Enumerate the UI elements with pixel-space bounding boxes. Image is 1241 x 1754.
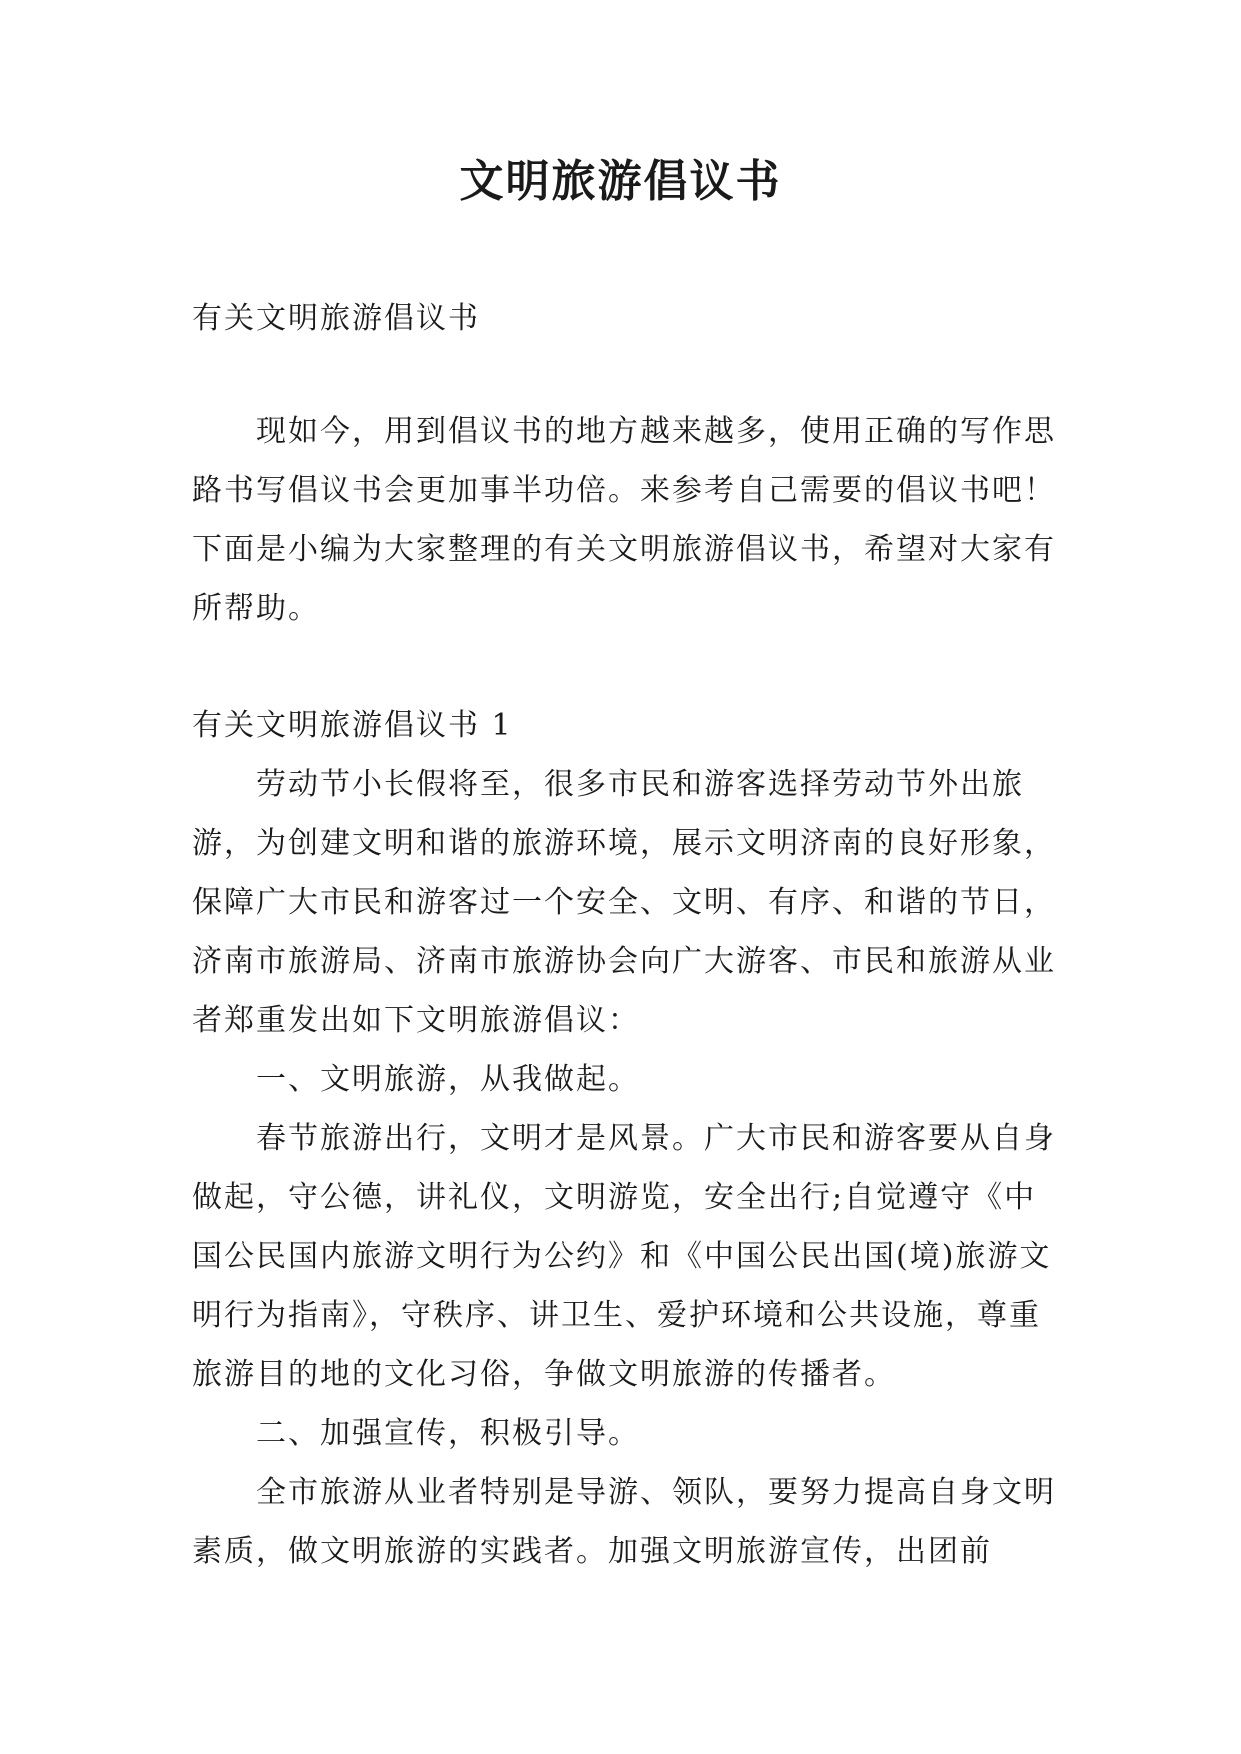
document-subtitle: 有关文明旅游倡议书: [192, 301, 480, 336]
document-title: 文明旅游倡议书: [459, 156, 782, 207]
intro-paragraph: 现如今，用到倡议书的地方越来越多，使用正确的写作思路书写倡议书会更加事半功倍。来参考自己需要的倡议书吧！下面是小编为大家整理的有关文明旅游倡议书，希望对大家有所帮助。: [192, 414, 1056, 626]
paragraph: 全市旅游从业者特别是导游、领队，要努力提高自身文明素质，做文明旅游的实践者。加强文明旅游宣传，出团前: [192, 1475, 1056, 1569]
section-body: [192, 755, 1058, 1581]
paragraph: 劳动节小长假将至，很多市民和游客选择劳动节外出旅游，为创建文明和谐的旅游环境，展示文明济南的良好形象，保障广大市民和游客过一个安全、文明、有序、和谐的节日，济南市旅游局、济南市旅游协会向广大游客、市民和旅游从业者郑重发出如下文明旅游倡议：: [192, 767, 1056, 1038]
paragraph: 春节旅游出行，文明才是风景。广大市民和游客要从自身做起，守公德，讲礼仪，文明游览，安全出行;自觉遵守《中国公民国内旅游文明行为公约》和《中国公民出国(境)旅游文明行为指南》，守秩序、讲卫生、爱护环境和公共设施，尊重旅游目的地的文化习俗，争做文明旅游的传播者。: [192, 1121, 1056, 1392]
section-heading: 有关文明旅游倡议书 1: [192, 708, 513, 743]
paragraph: 一、文明旅游，从我做起。: [256, 1062, 640, 1097]
paragraph: 二、加强宣传，积极引导。: [256, 1416, 640, 1451]
